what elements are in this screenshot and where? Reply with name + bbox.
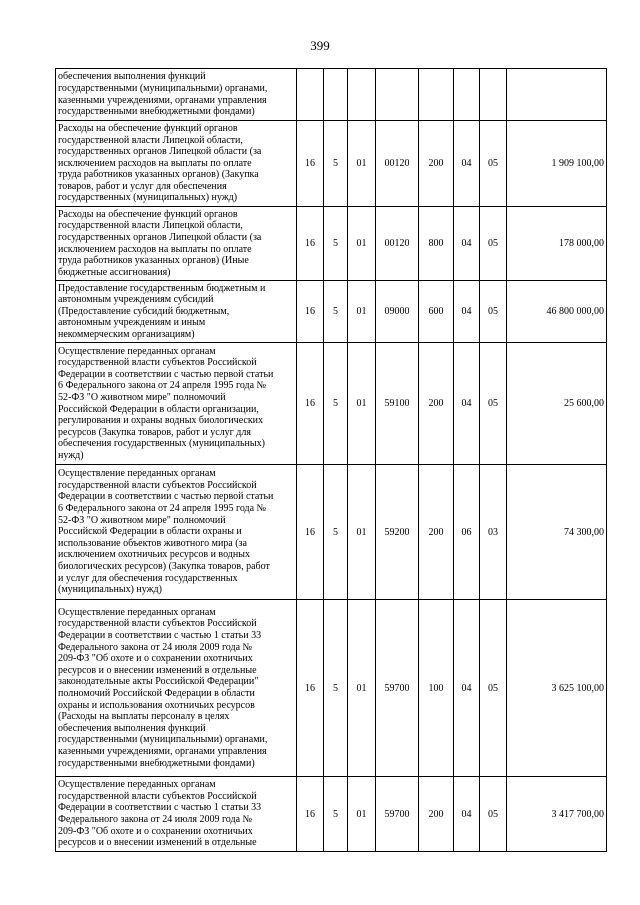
cell-code-7: 03 [480,465,507,600]
cell-code-7: 05 [480,777,507,852]
table-row [56,465,607,600]
budget-table [55,68,607,852]
row-description: Расходы на обеспечение функций органов государственной власти Липецкой области, государственных органов Липецкой области (за исключением расходов на выплаты по оплате труда работников указанных органов) (Иные бюджетные ассигнования) [56,207,297,281]
row-description: Осуществление переданных органам государственной власти субъектов Российской Федерации в соответствии с частью 1 статьи 33 Федерального закона от 24 июля 2009 года № 209-ФЗ "Об охоте и о сохранении охотничьих ресурсов и о внесении изменений в отдельные [56,777,297,852]
cell-code-5 [419,69,454,121]
cell-code-3 [348,69,376,121]
table-body [56,69,607,852]
row-description: Осуществление переданных органам государственной власти субъектов Российской Федерации в соответствии с частью 1 статьи 33 Федерального закона от 24 июля 2009 года № 209-ФЗ "Об охоте и о сохранении охотничьих ресурсов и о внесении изменений в отдельные законодательные акты Российской Федерации" полномочий Российской Федерации в области охраны и использования охотничьих ресурсов (Расходы на выплаты персоналу в целях обеспечения выполнения функций государственными (муниципальными) органами, казенными учреждениями, органами управления государственными внебюджетными фондами) [56,600,297,777]
cell-code-5: 800 [419,207,454,281]
cell-code-4: 59100 [376,343,419,465]
row-description: Осуществление переданных органам государственной власти субъектов Российской Федерации в соответствии с частью первой статьи 6 Федерального закона от 24 апреля 1995 года № 52-ФЗ "О животном мире" полномочий Российской Федерации в области охраны и использование объектов животного мира (за исключением охотничьих ресурсов и водных биологических ресурсов) (Закупка товаров, работ и услуг для обеспечения государственных (муниципальных) нужд) [56,465,297,600]
cell-code-7: 05 [480,343,507,465]
cell-code-3: 01 [348,777,376,852]
cell-code-5: 200 [419,777,454,852]
cell-code-6: 04 [454,343,480,465]
cell-code-2: 5 [324,121,348,207]
cell-code-1: 16 [297,281,324,343]
table-row [56,281,607,343]
cell-code-6: 04 [454,281,480,343]
table-row [56,69,607,121]
cell-code-7: 05 [480,600,507,777]
row-description: Расходы на обеспечение функций органов государственной власти Липецкой области, государственных органов Липецкой области (за исключением расходов на выплаты по оплате труда работников указанных органов) (Закупка товаров, работ и услуг для обеспечения государственных (муниципальных) нужд) [56,121,297,207]
cell-code-3: 01 [348,465,376,600]
cell-code-4: 00120 [376,121,419,207]
cell-code-5: 100 [419,600,454,777]
cell-amount: 25 600,00 [507,343,607,465]
cell-amount: 3 417 700,00 [507,777,607,852]
cell-code-2: 5 [324,281,348,343]
cell-code-6: 04 [454,600,480,777]
cell-code-4 [376,69,419,121]
cell-code-5: 200 [419,465,454,600]
table-row [56,207,607,281]
cell-amount: 1 909 100,00 [507,121,607,207]
cell-code-6 [454,69,480,121]
cell-code-6: 04 [454,207,480,281]
cell-code-2: 5 [324,465,348,600]
cell-code-2: 5 [324,777,348,852]
cell-code-5: 200 [419,343,454,465]
row-description: Осуществление переданных органам государственной власти субъектов Российской Федерации в соответствии с частью первой статьи 6 Федерального закона от 24 апреля 1995 года № 52-ФЗ "О животном мире" полномочий Российской Федерации в области организации, регулирования и охраны водных биологических ресурсов (Закупка товаров, работ и услуг для обеспечения государственных (муниципальных) нужд) [56,343,297,465]
cell-code-1: 16 [297,343,324,465]
cell-code-6: 06 [454,465,480,600]
cell-code-2 [324,69,348,121]
cell-code-4: 59700 [376,777,419,852]
cell-amount: 3 625 100,00 [507,600,607,777]
cell-code-4: 59200 [376,465,419,600]
cell-code-1: 16 [297,465,324,600]
cell-code-4: 59700 [376,600,419,777]
cell-code-7 [480,69,507,121]
cell-code-4: 00120 [376,207,419,281]
cell-code-4: 09000 [376,281,419,343]
cell-code-2: 5 [324,207,348,281]
cell-code-1: 16 [297,600,324,777]
cell-code-3: 01 [348,121,376,207]
cell-code-7: 05 [480,281,507,343]
cell-amount: 74 300,00 [507,465,607,600]
cell-code-3: 01 [348,343,376,465]
page-number: 399 [310,38,330,53]
cell-code-6: 04 [454,121,480,207]
row-description: Предоставление государственным бюджетным и автономным учреждениям субсидий (Предоставление субсидий бюджетным, автономным учреждениям и иным некоммерческим организациям) [56,281,297,343]
cell-code-2: 5 [324,600,348,777]
cell-code-2: 5 [324,343,348,465]
row-description: обеспечения выполнения функций государственными (муниципальными) органами, казенными учреждениями, органами управления государственными внебюджетными фондами) [56,69,297,121]
cell-code-5: 600 [419,281,454,343]
cell-code-5: 200 [419,121,454,207]
cell-code-1: 16 [297,207,324,281]
cell-code-3: 01 [348,600,376,777]
cell-code-3: 01 [348,281,376,343]
cell-code-1: 16 [297,121,324,207]
cell-code-6: 04 [454,777,480,852]
cell-amount: 46 800 000,00 [507,281,607,343]
cell-code-1 [297,69,324,121]
cell-code-7: 05 [480,207,507,281]
table-row [56,343,607,465]
table-row [56,600,607,777]
table-row [56,777,607,852]
cell-code-1: 16 [297,777,324,852]
table-row [56,121,607,207]
cell-code-3: 01 [348,207,376,281]
cell-amount [507,69,607,121]
cell-amount: 178 000,00 [507,207,607,281]
cell-code-7: 05 [480,121,507,207]
